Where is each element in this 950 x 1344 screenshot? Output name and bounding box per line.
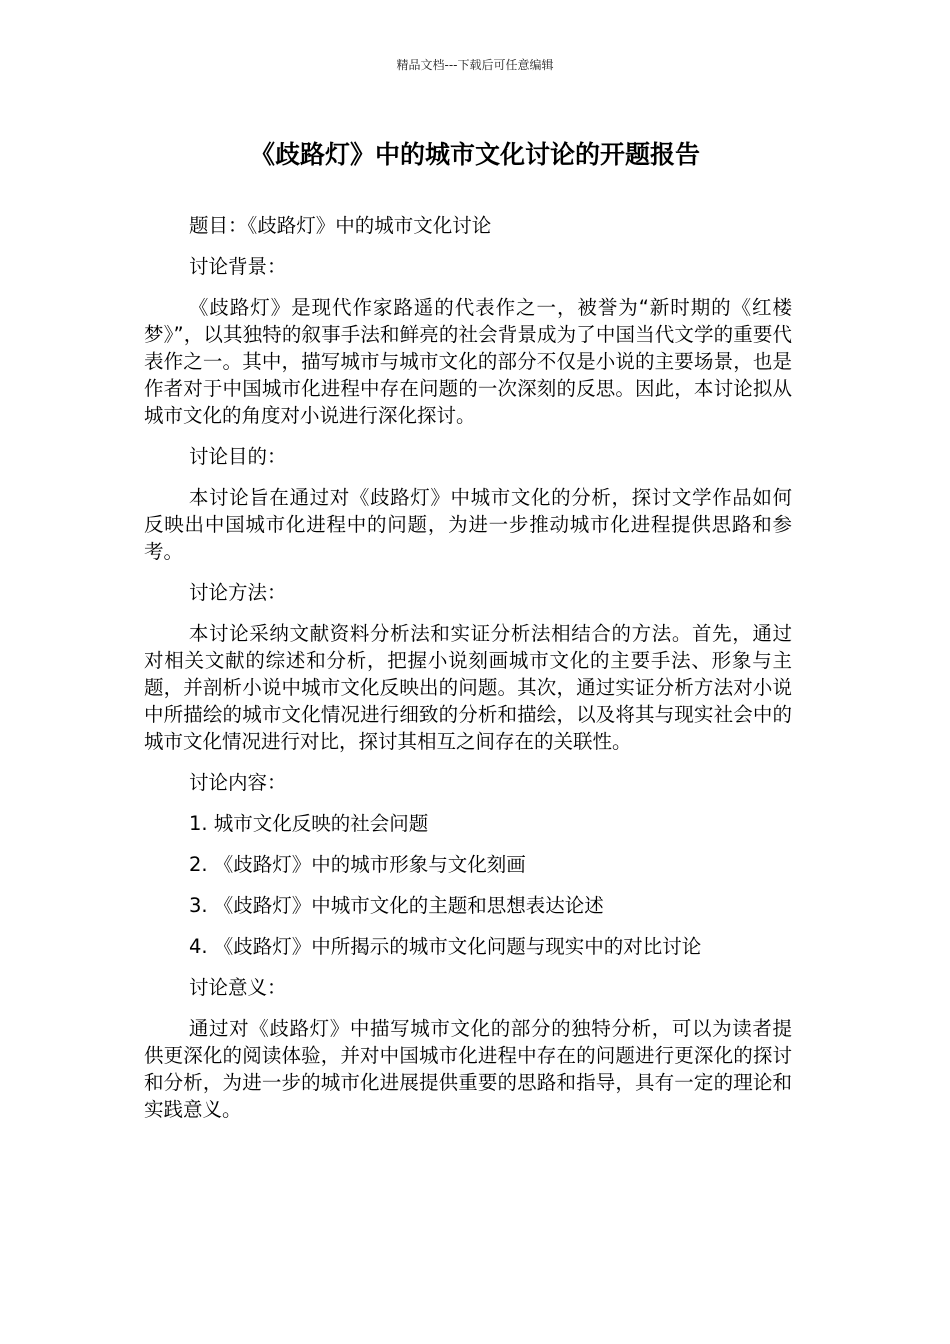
document-body — [144, 212, 792, 1137]
contents-item-3: 3. 《歧路灯》中城市文化的主题和思想表达论述 — [189, 894, 604, 917]
contents-heading: 讨论内容： — [189, 771, 287, 794]
significance-heading: 讨论意义： — [189, 976, 287, 999]
page-header: 精品文档---下载后可任意编辑 — [396, 58, 554, 72]
document-title: 《歧路灯》中的城市文化讨论的开题报告 — [249, 140, 700, 169]
significance-paragraph: 通过对《歧路灯》中描写城市文化的部分的独特分析，可以为读者提供更深化的阅读体验，并对中国城市化进程中存在的问题进行更深化的探讨和分析，为进一步的城市化进展提供重要的思路和指导，具有一定的理论和实践意义。 — [144, 1017, 792, 1121]
background-paragraph: 《歧路灯》是现代作家路遥的代表作之一，被誉为“新时期的《红楼梦》”，以其独特的叙事手法和鲜亮的社会背景成为了中国当代文学的重要代表作之一。其中，描写城市与城市文化的部分不仅是小说的主要场景，也是作者对于中国城市化进程中存在问题的一次深刻的反思。因此，本讨论拟从城市文化的角度对小说进行深化探讨。 — [144, 296, 792, 427]
method-heading: 讨论方法： — [189, 581, 287, 604]
method-paragraph: 本讨论采纳文献资料分析法和实证分析法相结合的方法。首先，通过对相关文献的综述和分析，把握小说刻画城市文化的主要手法、形象与主题，并剖析小说中城市文化反映出的问题。其次，通过实证分析方法对小说中所描绘的城市文化情况进行细致的分析和描绘，以及将其与现实社会中的城市文化情况进行对比，探讨其相互之间存在的关联性。 — [144, 622, 792, 753]
contents-item-4: 4. 《歧路灯》中所揭示的城市文化问题与现实中的对比讨论 — [189, 935, 702, 958]
purpose-paragraph: 本讨论旨在通过对《歧路灯》中城市文化的分析，探讨文学作品如何反映出中国城市化进程中的问题，为进一步推动城市化进程提供思路和参考。 — [144, 486, 792, 563]
contents-item-2: 2. 《歧路灯》中的城市形象与文化刻画 — [189, 853, 526, 876]
background-heading: 讨论背景： — [189, 255, 287, 278]
topic-line: 题目：《歧路灯》中的城市文化讨论 — [189, 214, 492, 237]
contents-item-1: 1. 城市文化反映的社会问题 — [189, 812, 429, 835]
purpose-heading: 讨论目的： — [189, 445, 287, 468]
